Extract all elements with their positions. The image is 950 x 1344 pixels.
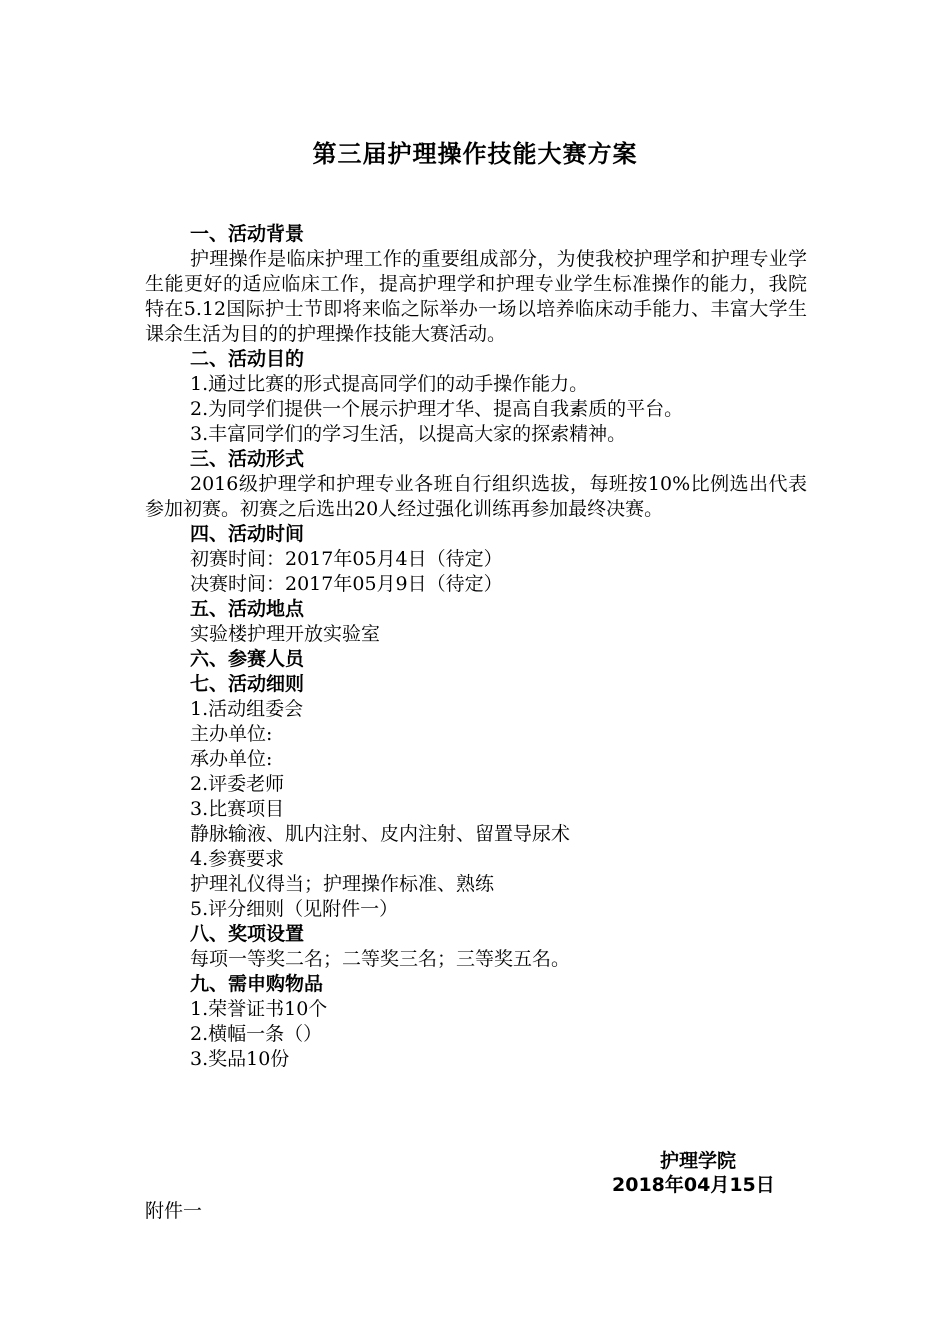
list-item: 每项一等奖二名；二等奖三名；三等奖五名。 — [190, 948, 571, 970]
signature-org: 护理学院 — [660, 1150, 737, 1172]
list-item: 1.荣誉证书10个 — [190, 998, 328, 1020]
list-item: 3.奖品10份 — [190, 1048, 290, 1070]
list-item: 承办单位: — [190, 748, 273, 770]
list-item: 护理礼仪得当；护理操作标准、熟练 — [190, 873, 495, 895]
section-heading-rules: 七、活动细则 — [190, 673, 305, 695]
list-item: 1.通过比赛的形式提高同学们的动手操作能力。 — [190, 373, 589, 395]
list-item: 3.比赛项目 — [190, 798, 285, 820]
signature-date: 2018年04月15日 — [612, 1174, 775, 1196]
list-item: 2.评委老师 — [190, 773, 285, 795]
section-heading-participants: 六、参赛人员 — [190, 648, 305, 670]
list-item: 决赛时间：2017年05月9日（待定） — [190, 573, 503, 595]
section-heading-purchases: 九、需申购物品 — [190, 973, 324, 995]
list-item: 2.为同学们提供一个展示护理才华、提高自我素质的平台。 — [190, 398, 684, 420]
attachment-label: 附件一 — [145, 1200, 203, 1222]
section-heading-purpose: 二、活动目的 — [190, 348, 305, 370]
section-paragraph-format: 2016级护理学和护理专业各班自行组织选拔，每班按10%比例选出代表参加初赛。初赛之后选出20人经过强化训练再参加最终决赛。 — [145, 473, 807, 520]
list-item: 初赛时间：2017年05月4日（待定） — [190, 548, 503, 570]
document-title: 第三届护理操作技能大赛方案 — [312, 140, 638, 168]
section-heading-location: 五、活动地点 — [190, 598, 305, 620]
list-item: 2.横幅一条（） — [190, 1023, 323, 1045]
section-paragraph-background: 护理操作是临床护理工作的重要组成部分，为使我校护理学和护理专业学生能更好的适应临床工作，提高护理学和护理专业学生标准操作的能力，我院特在5.12国际护士节即将来临之际举办一场以培养临床动手能力、丰富大学生课余生活为目的的护理操作技能大赛活动。 — [145, 248, 807, 345]
document-body — [145, 222, 807, 1072]
list-item: 主办单位: — [190, 723, 273, 745]
section-heading-format: 三、活动形式 — [190, 448, 305, 470]
list-item: 1.活动组委会 — [190, 698, 304, 720]
section-heading-time: 四、活动时间 — [190, 523, 305, 545]
section-heading-awards: 八、奖项设置 — [190, 923, 305, 945]
list-item: 5.评分细则（见附件一） — [190, 898, 399, 920]
list-item: 实验楼护理开放实验室 — [190, 623, 381, 645]
list-item: 4.参赛要求 — [190, 848, 285, 870]
section-heading-background: 一、活动背景 — [190, 223, 305, 245]
list-item: 3.丰富同学们的学习生活，以提高大家的探索精神。 — [190, 423, 627, 445]
list-item: 静脉输液、肌内注射、皮内注射、留置导尿术 — [190, 823, 571, 845]
